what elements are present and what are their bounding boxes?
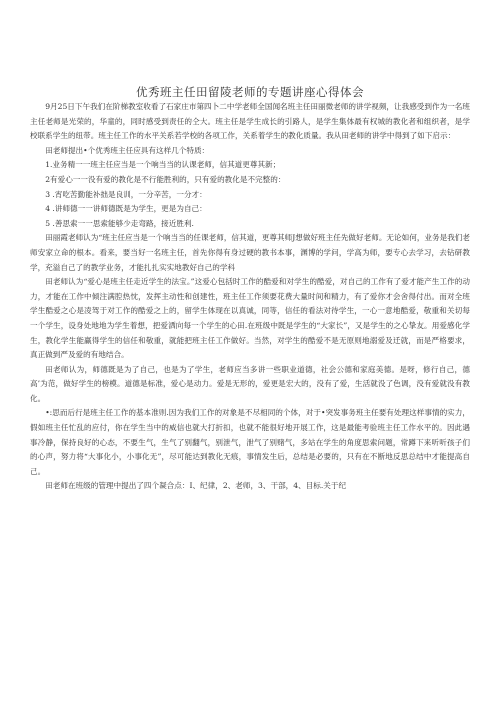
paragraph-love: 田老师认为“爱心是班主任走近学生的法宝。”这爱心包括时工作的酷爱和对学生的酷爱，对自己的工作有了爱才能产生工作的动力，才能在工作中倾注满腔热忱，发挥主动性和创建性，班主任工作须要花费大量时间和精力，有了爱你才会舍得付出。而对全班学生酷爱之心是凌驾于对工作的酷爱之上的，留学生体现在以真诚，同等，信任的看法对待学生，一心一意地酷爱，敬重和关切每一个学生，设身处地地为学生着想，把爱洒向每一个学生的心田.在班级中既是学生的“大家长”，又是学生的之心挚友。用爱感化学生，教化学生能赢得学生的信任和敬重，就能把班主任工作做好。当然，对学生的酷爱不是无原则地溺爱及迁就，而是严格要求，真正做到严及爱的有地结合。 (30, 277, 470, 360)
document-body (30, 100, 470, 494)
list-item: 3 .宵吃苦勤能补拙是良训，一分辛苦，一分才： (45, 189, 207, 199)
document-title: 优秀班主任田留陵老师的专题讲座心得体会 (136, 85, 364, 99)
paragraph-traits-lead: 田老师提出•个优秀班主任应具有这样几个特质： (45, 145, 210, 155)
list-item: 4 .讲师德一一讲师德既是为学生，更是为自己： (45, 204, 207, 214)
list-item: 1.业务精一一班主任应当是一个响当当的认课老师，信其道更尊其新； (45, 160, 281, 170)
list-item: 2有爱心一一没有爱的教化是不行能胜利的，只有爱的教化是不完整的： (45, 174, 286, 184)
paragraph-reflection: •:思而后行是班主任工作的基本准则.因为我们工作的对象是不尽相同的个体，对于•突发事务班主任要有处理这样事情的实力，假如班主任忙乱的应付，你在学生当中的威信也就大打折扣，也就不能很好地开展工作，这是最能考验班主任工作水平的。因此遇事冷静，保持良好的心态，不要生气，生气了别翻气，别泄气，泄气了别赌气，多站在学生的角度思索问题，常蹲下来听听孩子们的心声，努力将“大事化小，小事化无”，尽可能达到教化无痕，事情发生后，总结是必要的，只有在不断地反思总结中才能提高自己。 (30, 408, 470, 476)
list-item: 5 .善思索一一思索能够少走弯路，接近胜利. (45, 218, 194, 228)
paragraph-teaching: 田丽霞老师认为“班主任应当是一个响当当的任课老师，信其道，更尊其师J想做好班主任先做好老师。无论如何，业务是我们老师安家立命的根本。看来，要当好一名班主任，首先你得有身过硬的教书本事，渊博的学问，学高为师，要专心去学习，去钻研教学，充溢自己了的教学业务，才能扎扎实实地教好自己的学科 (30, 233, 470, 272)
paragraph-management: 田老师在班级的管理中提出了四个凝合点：I、纪律，2、老师，3、干部，4、目标.关于纪 (45, 481, 347, 491)
paragraph-intro: 9月25日下午我们在阶梯教室收看了石家庄市第四卜二中学老师全国闻名班主任田丽微老师的讲学视频，让我感受到作为一名班主任老师是光荣的，华童的，同时感受到责任的仝大。班主任是学生成长的引路人，是学生集体最有权城的教化者和组织者，是学校联系学生的纽带。班主任工作的水平关系若学校的各项工作，关系着学生的教化质量。我从田老师的讲学中得到了如下启示： (30, 102, 470, 141)
paragraph-ethics: 田老师认为，师德既是为了自己，也是为了学生，老师应当多讲一些职业道德，社会公德和家庭美德。是呀，修行自己，德高’为范，做好学生的榜模。道德是标准，爱心是动力。爱是无形的，爱更是宏大的，没有了爱，生活就没了色调，没有爱就没有教化。 (30, 364, 470, 403)
